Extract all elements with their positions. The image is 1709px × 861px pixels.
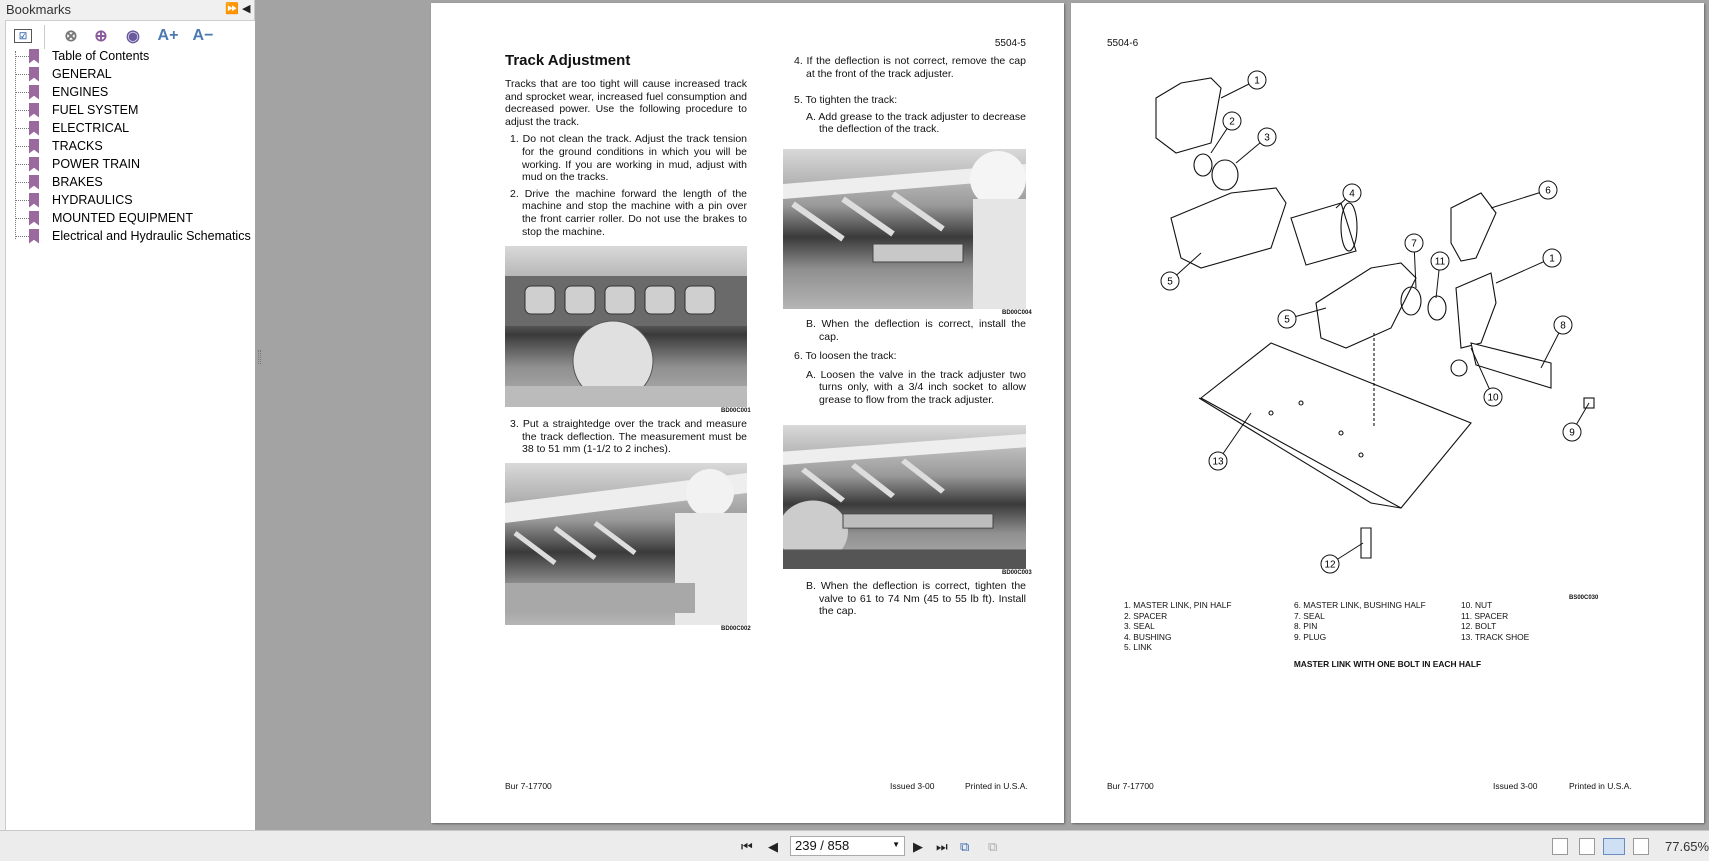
callout-12 [1321,543,1363,573]
delete-bookmark-icon[interactable]: ⊗ [64,28,78,45]
legend-item: 5. LINK [1124,642,1152,653]
bookmark-schematics[interactable] [6,227,251,245]
footer-doc-number: Bur 7-17700 [1107,781,1154,791]
page-number: 5504-6 [1107,38,1139,49]
step-4: 4. If the deflection is not correct, remove the cap at the front of the track adjuster. [794,55,1026,80]
step-5: 5. To tighten the track: [794,94,898,107]
last-page-button[interactable]: ⏭ [936,839,948,854]
figure-code: BS00C030 [1569,595,1599,601]
callout-4 [1336,184,1361,208]
callout-label: 5 [1167,276,1173,288]
step-3: 3. Put a straightedge over the track and measure the track deflection. The measurement must be 38 to 51 mm (1-1/2 to 2 inches). [510,418,747,456]
bookmark-icon [29,103,39,118]
next-page-button[interactable]: ▶ [913,839,923,854]
callout-label: 3 [1264,132,1270,144]
bookmark-icon [29,121,39,136]
bookmarks-title: Bookmarks [6,2,72,17]
right-column [789,55,1026,136]
dropdown-arrow-icon[interactable]: ▼ [892,840,900,849]
goto-bookmark-icon[interactable]: ◉ [126,28,140,45]
legend-item: 11. SPACER [1461,610,1509,621]
bookmark-tracks[interactable] [6,137,251,155]
legend-item: 13. TRACK SHOE [1461,631,1530,642]
callout-label: 11 [1434,256,1446,268]
photo-add-grease [783,149,1026,309]
callout-13 [1209,413,1251,470]
photo-measure-deflection [505,463,747,625]
add-bookmark-icon[interactable]: ⊕ [94,28,108,45]
zoom-level[interactable]: 77.65% [1665,839,1709,854]
legend-item: 3. SEAL [1124,621,1155,632]
callout-11 [1431,252,1449,298]
bookmarks-header [0,0,254,19]
callout-label: 1 [1549,253,1555,265]
step-6a: A. Loosen the valve in the track adjuster two turns only, with a 3/4 inch socket to allow grease to flow from the track adjuster. [806,368,1026,406]
bookmark-brakes[interactable] [6,173,251,191]
bookmark-icon [29,211,39,226]
single-page-view-icon[interactable] [1552,838,1568,855]
photo-track-carrier-roller [505,246,747,407]
bookmark-icon [29,85,39,100]
pdf-page-right [1071,3,1704,823]
facing-view-icon[interactable] [1603,838,1625,855]
footer-printed: Printed in U.S.A. [965,781,1028,791]
first-page-button[interactable]: ⏮ [741,839,753,854]
callout-label: 7 [1411,238,1417,250]
bookmark-engines[interactable] [6,83,251,101]
callout-9 [1563,403,1589,441]
bookmark-icon [29,229,39,244]
callout-label: 10 [1487,392,1499,404]
legend-item: 12. BOLT [1461,621,1497,632]
bookmark-label: ENGINES [52,85,109,99]
callout-1 [1496,249,1561,283]
continuous-view-icon[interactable] [1579,838,1595,855]
legend-item: 2. SPACER [1124,610,1168,621]
figure-code: BD00C002 [721,626,751,632]
bookmark-icon [29,193,39,208]
callout-3 [1236,128,1276,163]
master-link-exploded-diagram [1071,3,1704,603]
navigation-toolbar [0,830,1709,861]
bookmarks-panel [0,0,255,830]
legend-item: 1. MASTER LINK, PIN HALF [1124,600,1232,610]
next-view-icon[interactable]: ⧉ [988,839,998,854]
callout-label: 13 [1212,456,1224,468]
legend-item: 7. SEAL [1294,610,1325,621]
bookmark-label: POWER TRAIN [52,157,140,171]
figure-code: BD00C003 [1002,570,1032,576]
bookmark-label: BRAKES [52,175,103,189]
callout-6 [1491,181,1557,208]
bookmark-label: FUEL SYSTEM [52,103,139,117]
previous-view-icon[interactable]: ⧉ [960,839,970,854]
bookmark-icon [29,139,39,154]
bookmark-general[interactable] [6,65,251,83]
callout-label: 9 [1569,427,1575,439]
bookmarks-pane [5,20,255,830]
callout-label: 5 [1284,314,1290,326]
figure-code: BD00C004 [1002,310,1032,316]
bookmark-table-of-contents[interactable] [6,47,251,65]
callout-label: 4 [1349,188,1355,200]
footer-printed: Printed in U.S.A. [1569,781,1632,791]
page-number-field[interactable] [790,836,905,856]
bookmark-power-train[interactable] [6,155,251,173]
page-number: 5504-5 [994,38,1026,49]
legend-item: 4. BUSHING [1124,631,1172,642]
bookmark-label: ELECTRICAL [52,121,130,135]
bookmark-hydraulics[interactable] [6,191,251,209]
continuous-facing-view-icon[interactable] [1633,838,1649,855]
legend-item: 9. PLUG [1294,631,1327,642]
photo-loosen-valve [783,425,1026,569]
callout-label: 6 [1545,185,1551,197]
legend-item: 8. PIN [1294,621,1318,632]
intro-text: Tracks that are too tight will cause increased track and sprocket wear, increased fuel consumption and decreased power. Use the following procedure to adjust the track. [505,78,747,128]
bookmark-icon [29,157,39,172]
bookmark-icon [29,175,39,190]
page-number-value: 239 / 858 [795,838,850,853]
step-1: 1. Do not clean the track. Adjust the track tension for the ground conditions in which you will be working. If you are working in mud, adjust with mud on the tracks. [510,133,747,184]
bookmark-electrical[interactable] [6,119,251,137]
bookmark-icon [29,49,39,64]
bookmark-options-icon[interactable]: ☑ [14,29,32,43]
callout-label: 1 [1254,75,1260,87]
font-increase-icon[interactable]: A+ [157,27,179,44]
font-decrease-icon[interactable]: A− [192,27,214,44]
expand-panel-icon[interactable]: ⏩ [225,3,239,15]
step-5a: A. Add grease to the track adjuster to decrease the deflection of the track. [806,110,1026,136]
step-5b: B. When the deflection is correct, install the cap. [806,318,1026,343]
figure-code: BD00C001 [721,408,751,414]
step-6b: B. When the deflection is correct, tighten the valve to 61 to 74 Nm (45 to 55 lb ft). Install the cap. [806,580,1026,618]
callout-8 [1541,316,1572,368]
previous-page-button[interactable]: ◀ [768,839,778,854]
figure-caption: MASTER LINK WITH ONE BOLT IN EACH HALF [1293,659,1482,669]
bookmark-label: GENERAL [52,67,112,81]
pdf-page-left [431,3,1064,823]
footer-issued: Issued 3-00 [890,781,935,791]
legend-item: 10. NUT [1461,600,1493,610]
bookmark-label: HYDRAULICS [52,193,133,207]
bookmark-label: Electrical and Hydraulic Schematics [52,229,251,243]
bookmark-icon [29,67,39,82]
legend-column-3 [1461,600,1529,642]
bookmark-mounted-equipment[interactable] [6,209,251,227]
bookmark-fuel-system[interactable] [6,101,251,119]
legend-column-1 [1124,600,1232,653]
bookmark-label: TRACKS [52,139,103,153]
panel-splitter[interactable] [258,350,261,364]
callout-1 [1221,71,1266,98]
legend-column-2 [1294,600,1426,642]
bookmark-label: Table of Contents [52,49,150,63]
step-2: 2. Drive the machine forward the length of the machine and stop the machine with a pin over the front carrier roller. Do not use the brakes to stop the machine. [510,187,747,238]
footer-doc-number: Bur 7-17700 [505,781,552,791]
step-6: 6. To loosen the track: [794,350,897,363]
left-column [505,78,747,242]
callout-label: 2 [1229,116,1235,128]
callout-label: 8 [1560,320,1566,332]
legend-item: 6. MASTER LINK, BUSHING HALF [1294,600,1426,610]
callout-label: 12 [1324,559,1336,571]
section-title: Track Adjustment [505,52,631,69]
bookmark-label: MOUNTED EQUIPMENT [52,211,193,225]
collapse-panel-icon[interactable]: ◀ [242,3,251,15]
footer-issued: Issued 3-00 [1493,781,1538,791]
